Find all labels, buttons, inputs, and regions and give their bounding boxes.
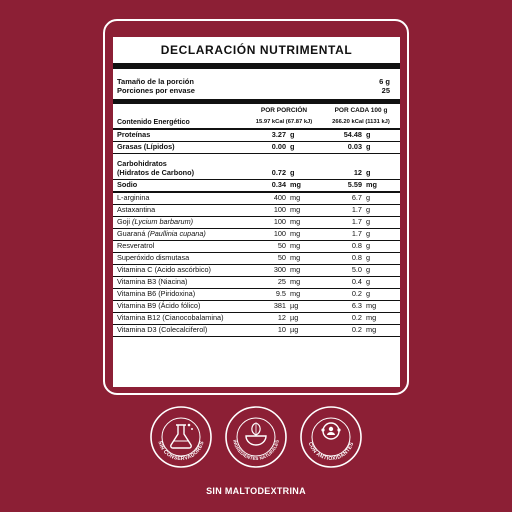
- nutrient-name: [113, 253, 246, 264]
- nutrition-title: DECLARACIÓN NUTRIMENTAL: [113, 37, 400, 69]
- serving-info: [113, 69, 400, 95]
- amount: 25: [277, 277, 286, 286]
- nutrient-row: [113, 301, 400, 313]
- nutrient-name-text: Vitamina C (Acido ascórbico): [117, 265, 211, 274]
- con-antioxidantes-badge: [299, 405, 363, 469]
- value-per-100g: [322, 130, 400, 141]
- badge-text-2: INGREDIENTES NATURALES: [232, 439, 280, 462]
- unit: mg: [366, 180, 377, 189]
- energy-row: [113, 116, 400, 130]
- value-portion: [246, 130, 322, 141]
- nutrient-name: [113, 180, 246, 191]
- footer-note: SIN MALTODEXTRINA: [206, 486, 306, 496]
- unit: mg: [290, 180, 301, 189]
- unit: µg: [290, 301, 299, 310]
- amount: 9.5: [275, 289, 286, 298]
- amount: 6.3: [351, 301, 362, 310]
- nutrient-name-text: L-arginina: [117, 193, 150, 202]
- unit: g: [290, 130, 295, 139]
- value-portion: [246, 217, 322, 228]
- amount: 0.03: [347, 142, 362, 151]
- energy-portion: 15.97 kCal (67.87 kJ): [255, 119, 313, 125]
- nutrient-row: [113, 142, 400, 154]
- amount: 0.8: [351, 241, 362, 250]
- nutrient-name: [113, 205, 246, 216]
- unit: mg: [290, 205, 301, 214]
- amount: 0.2: [351, 289, 362, 298]
- nutrient-row: [113, 130, 400, 142]
- unit: mg: [366, 301, 377, 310]
- nutrient-row: [113, 265, 400, 277]
- value-portion: [246, 325, 322, 336]
- value-portion: [246, 142, 322, 153]
- unit: g: [366, 265, 371, 274]
- amount: 400: [273, 193, 286, 202]
- amount: 3.27: [271, 130, 286, 139]
- value-portion: [246, 253, 322, 264]
- unit: g: [290, 142, 295, 151]
- nutrient-name-text: Vitamina B12 (Cianocobalamina): [117, 313, 224, 322]
- amount: 12: [277, 313, 286, 322]
- nutrient-row: [113, 180, 400, 193]
- unit: g: [366, 168, 371, 177]
- amount: 50: [277, 253, 286, 262]
- amount: 100: [273, 205, 286, 214]
- unit: g: [366, 130, 371, 139]
- unit: mg: [366, 313, 377, 322]
- nutrient-name: [113, 241, 246, 252]
- value-per-100g: [322, 217, 400, 228]
- unit: mg: [290, 193, 301, 202]
- amount: 1.7: [351, 229, 362, 238]
- amount: 10: [277, 325, 286, 334]
- unit: µg: [290, 313, 299, 322]
- nutrition-table: [113, 37, 400, 387]
- nutrient-name-text: Guaraná: [117, 229, 146, 238]
- value-per-100g: [322, 229, 400, 240]
- amount: 5.59: [347, 180, 362, 189]
- amount: 100: [273, 229, 286, 238]
- value-per-100g: [322, 205, 400, 216]
- col-portion-header: POR PORCIÓN: [260, 106, 308, 114]
- nutrient-name-text: Vitamina B3 (Niacina): [117, 277, 188, 286]
- nutrient-name: [113, 193, 246, 204]
- value-per-100g: [322, 180, 400, 191]
- amount: 6.7: [351, 193, 362, 202]
- nutrient-row: [113, 313, 400, 325]
- value-per-100g: [322, 289, 400, 300]
- nutrient-name: [113, 325, 246, 336]
- nutrient-name: [113, 265, 246, 276]
- nutrient-name: [113, 142, 246, 153]
- value-per-100g: [322, 253, 400, 264]
- nutrient-name: [113, 277, 246, 288]
- value-per-100g: [322, 277, 400, 288]
- col-100g-header: POR CADA 100 g: [334, 106, 388, 114]
- unit: g: [366, 193, 371, 202]
- nutrient-name-latin: (Paullinia cupana): [147, 229, 206, 238]
- nutrient-row: [113, 325, 400, 337]
- amount: 0.72: [271, 168, 286, 177]
- amount: 0.00: [271, 142, 286, 151]
- amount: 1.7: [351, 205, 362, 214]
- unit: mg: [290, 265, 301, 274]
- energy-label: Contenido Energético: [117, 118, 190, 126]
- value-per-100g: [322, 142, 400, 153]
- svg-text:SIN CONSERVADORES: [156, 440, 205, 462]
- badge-text-3: CON ANTIOXIDANTES: [306, 441, 356, 463]
- energy-100g: 266.20 kCal (1131 kJ): [332, 119, 390, 125]
- unit: mg: [290, 277, 301, 286]
- value-portion: [246, 265, 322, 276]
- unit: g: [366, 289, 371, 298]
- nutrient-name: [113, 130, 246, 141]
- servings-value: 25: [381, 86, 390, 95]
- badge-text-1: SIN CONSERVADORES: [156, 440, 206, 463]
- value-per-100g: [322, 301, 400, 312]
- amount: 0.2: [351, 325, 362, 334]
- svg-text:INGREDIENTES NATURALES: [232, 439, 280, 461]
- value-portion: [246, 168, 322, 179]
- value-per-100g: [322, 265, 400, 276]
- column-headers: [113, 104, 400, 116]
- amount: 50: [277, 241, 286, 250]
- amount: 5.0: [351, 265, 362, 274]
- unit: g: [366, 142, 371, 151]
- unit: g: [366, 229, 371, 238]
- nutrient-name: [113, 313, 246, 324]
- nutrient-name-text: Vitamina B9 (Ácido fólico): [117, 301, 201, 310]
- serving-size-value: 6 g: [379, 77, 390, 86]
- value-per-100g: [322, 313, 400, 324]
- unit: mg: [290, 253, 301, 262]
- value-portion: [246, 180, 322, 191]
- value-per-100g: [322, 241, 400, 252]
- nutrient-name-text: Vitamina D3 (Colecalciferol): [117, 325, 208, 334]
- unit: g: [366, 241, 371, 250]
- amount: 381: [273, 301, 286, 310]
- amount: 0.8: [351, 253, 362, 262]
- ingredientes-naturales-badge: [224, 405, 288, 469]
- unit: g: [290, 168, 295, 177]
- servings-label: Porciones por envase: [117, 86, 195, 95]
- nutrient-name-text: Grasas (Lípidos): [117, 142, 175, 151]
- unit: µg: [290, 325, 299, 334]
- amount: 0.2: [351, 313, 362, 322]
- nutrient-row: [113, 193, 400, 205]
- unit: g: [366, 253, 371, 262]
- nutrient-name-text: Astaxantina: [117, 205, 156, 214]
- value-portion: [246, 301, 322, 312]
- nutrient-name: [113, 217, 246, 228]
- unit: g: [366, 277, 371, 286]
- value-portion: [246, 205, 322, 216]
- nutrient-row: [113, 154, 400, 180]
- flask-icon: [149, 405, 213, 469]
- nutrient-row: [113, 205, 400, 217]
- value-portion: [246, 289, 322, 300]
- nutrient-name-text: Superóxido dismutasa: [117, 253, 190, 262]
- nutrient-row: [113, 277, 400, 289]
- value-per-100g: [322, 193, 400, 204]
- nutrient-name-text: Vitamina B6 (Piridoxina): [117, 289, 196, 298]
- nutrient-rows: [113, 130, 400, 337]
- nutrient-name-sub: (Hidratos de Carbono): [117, 168, 195, 177]
- amount: 54.48: [343, 130, 362, 139]
- amount: 300: [273, 265, 286, 274]
- value-per-100g: [322, 325, 400, 336]
- nutrient-name: [113, 229, 246, 240]
- amount: 1.7: [351, 217, 362, 226]
- people-shield-icon: [299, 405, 363, 469]
- value-portion: [246, 193, 322, 204]
- badges-row: [0, 405, 512, 475]
- amount: 100: [273, 217, 286, 226]
- nutrient-name-latin: (Lycium barbarum): [132, 217, 194, 226]
- nutrient-name-text: Resveratrol: [117, 241, 155, 250]
- nutrient-name: [113, 289, 246, 300]
- amount: 12: [353, 168, 362, 177]
- value-portion: [246, 277, 322, 288]
- nutrient-name-text: Proteínas: [117, 130, 151, 139]
- nutrient-name-text: Carbohidratos: [117, 159, 167, 168]
- unit: g: [366, 217, 371, 226]
- nutrient-row: [113, 217, 400, 229]
- unit: mg: [290, 289, 301, 298]
- unit: mg: [290, 241, 301, 250]
- value-per-100g: [322, 168, 400, 179]
- serving-size-label: Tamaño de la porción: [117, 77, 194, 86]
- unit: mg: [290, 229, 301, 238]
- nutrient-row: [113, 289, 400, 301]
- nutrient-name: [113, 159, 246, 179]
- amount: 0.34: [271, 180, 286, 189]
- nutrient-row: [113, 229, 400, 241]
- value-portion: [246, 229, 322, 240]
- unit: g: [366, 205, 371, 214]
- unit: mg: [366, 325, 377, 334]
- unit: mg: [290, 217, 301, 226]
- sin-conservadores-badge: [149, 405, 213, 469]
- mortar-leaf-icon: [224, 405, 288, 469]
- value-portion: [246, 241, 322, 252]
- amount: 0.4: [351, 277, 362, 286]
- nutrient-row: [113, 241, 400, 253]
- nutrient-name: [113, 301, 246, 312]
- nutrient-name-text: Sodio: [117, 180, 138, 189]
- nutrient-name-text: Goji: [117, 217, 130, 226]
- value-portion: [246, 313, 322, 324]
- nutrient-row: [113, 253, 400, 265]
